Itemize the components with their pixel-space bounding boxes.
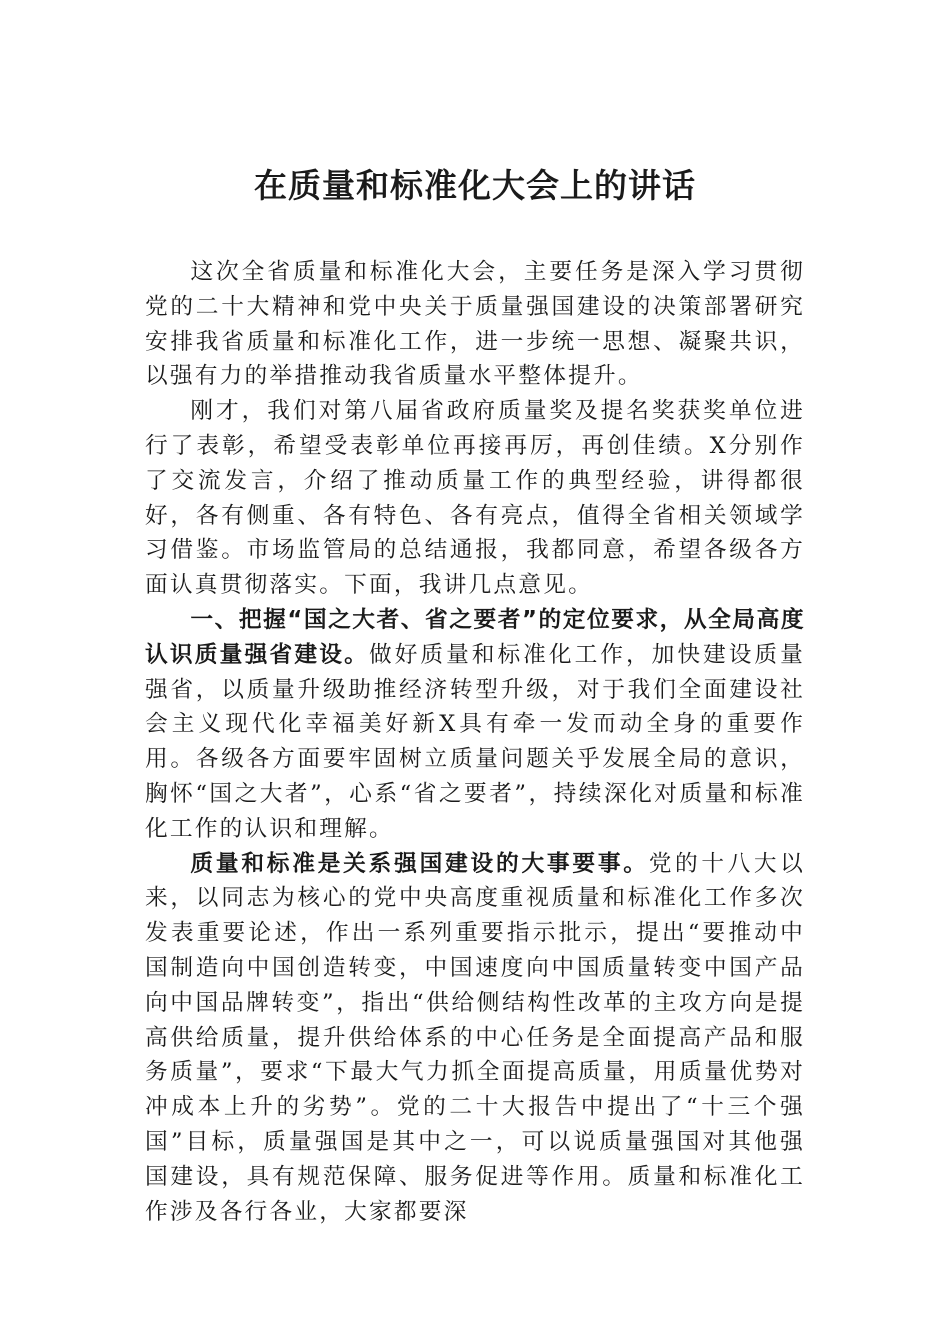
- paragraph-4-lead: 质量和标准是关系强国建设的大事要事。: [190, 850, 649, 877]
- document-body: [145, 255, 805, 1229]
- paragraph-3: [145, 603, 805, 847]
- paragraph-1-text: 这次全省质量和标准化大会，主要任务是深入学习贯彻党的二十大精神和党中央关于质量强国建设的决策部署研究安排我省质量和标准化工作，进一步统一思想、凝聚共识，以强有力的举措推动我省质量水平整体提升。: [145, 259, 805, 390]
- paragraph-4-text: 党的十八大以来，以同志为核心的党中央高度重视质量和标准化工作多次发表重要论述，作出一系列重要指示批示，提出“要推动中国制造向中国创造转变，中国速度向中国质量转变中国产品向中国品牌转变”，指出“供给侧结构性改革的主攻方向是提高供给质量，提升供给体系的中心任务是全面提高产品和服务质量”，要求“下最大气力抓全面提高质量，用质量优势对冲成本上升的劣势”。党的二十大报告中提出了“十三个强国”目标，质量强国是其中之一，可以说质量强国对其他强国建设，具有规范保障、服务促进等作用。质量和标准化工作涉及各行各业，大家都要深: [145, 850, 805, 1225]
- paragraph-2-text: 刚才，我们对第八届省政府质量奖及提名奖获奖单位进行了表彰，希望受表彰单位再接再厉，再创佳绩。X分别作了交流发言，介绍了推动质量工作的典型经验，讲得都很好，各有侧重、各有特色、各有亮点，值得全省相关领域学习借鉴。市场监管局的总结通报，我都同意，希望各级各方面认真贯彻落实。下面，我讲几点意见。: [145, 398, 805, 599]
- paragraph-1: [145, 255, 805, 394]
- document-title: 在质量和标准化大会上的讲话: [254, 166, 696, 205]
- paragraph-4: [145, 847, 805, 1230]
- paragraph-2: [145, 394, 805, 603]
- paragraph-3-text: 做好质量和标准化工作，加快建设质量强省，以质量升级助推经济转型升级，对于我们全面建设社会主义现代化幸福美好新X具有牵一发而动全身的重要作用。各级各方面要牢固树立质量问题关乎发展全局的意识，胸怀“国之大者”，心系“省之要者”，持续深化对质量和标准化工作的认识和理解。: [145, 641, 805, 842]
- section-heading-1: 一、把握“国之大者、省之要者”的定位要求，从全局高度认识质量强省建设。: [145, 606, 805, 668]
